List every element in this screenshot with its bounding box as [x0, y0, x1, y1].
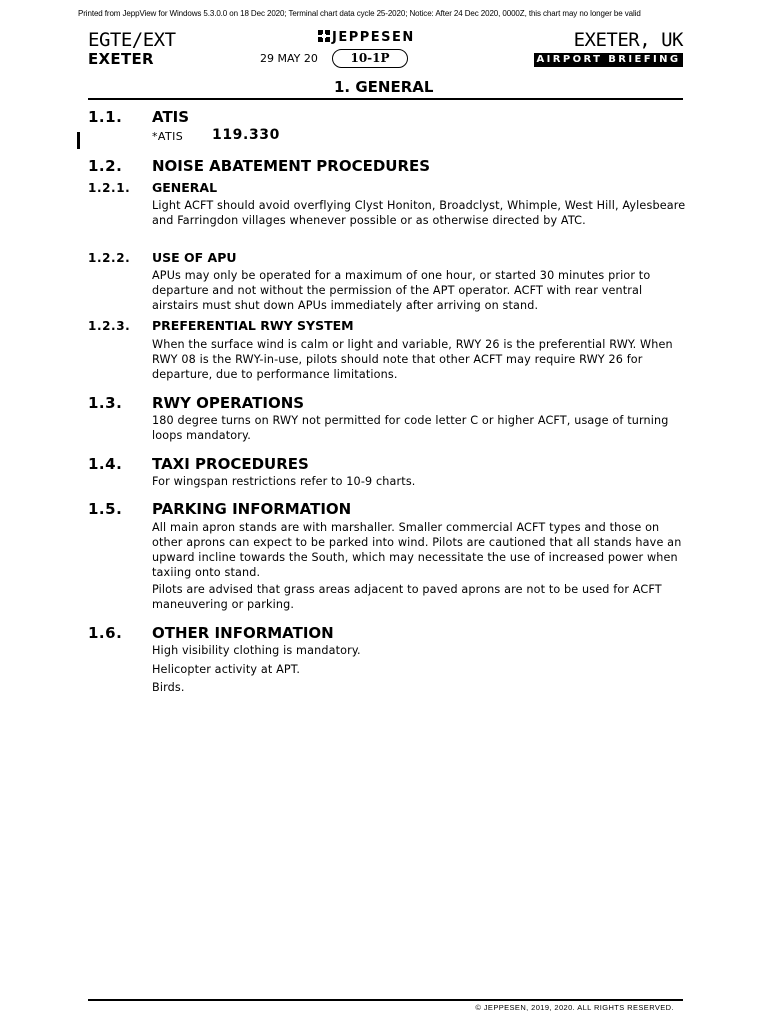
airport-name: EXETER [88, 50, 154, 68]
subsection-text: Light ACFT should avoid overflying Clyst Honiton, Broadclyst, Whimple, West Hill, Aylesbeare and Farringdon villages whenever possible or as otherwise directed by ATC. [152, 199, 686, 227]
section-paragraph: Birds. [152, 681, 185, 694]
section-number: 1.5. [88, 500, 123, 518]
brand-name: JEPPESEN [332, 30, 415, 45]
section-heading: ATIS [152, 108, 190, 126]
header-rule [88, 98, 683, 100]
section-heading: OTHER INFORMATION [152, 624, 334, 642]
section-heading: RWY OPERATIONS [152, 394, 305, 412]
section-number: 1.3. [88, 394, 123, 412]
section-text: For wingspan restrictions refer to 10-9 charts. [152, 475, 416, 488]
atis-label: *ATIS [152, 130, 184, 143]
section-heading: PARKING INFORMATION [152, 500, 352, 518]
chart-number: 10-1P [332, 49, 408, 68]
section-heading: NOISE ABATEMENT PROCEDURES [152, 157, 431, 175]
section-paragraph: All main apron stands are with marshaller. Smaller commercial ACFT types and those on other aprons can expect to be parked into wind. Pilots are cautioned that all stands have an upward incline towards the South, which may necessitate the use of increased power when taxiing onto stand. [152, 521, 682, 579]
subsection-number: 1.2.3. [88, 319, 131, 333]
copyright: © JEPPESEN, 2019, 2020. ALL RIGHTS RESERVED. [475, 1003, 674, 1012]
section-number: 1.2. [88, 157, 123, 175]
section-paragraph: Helicopter activity at APT. [152, 663, 301, 676]
printed-notice: Printed from JeppView for Windows 5.3.0.0 on 18 Dec 2020; Terminal chart data cycle 25-2020; Notice: After 24 Dec 2020, 0000Z, this chart may no longer be valid [78, 9, 641, 18]
location: EXETER, UK [573, 29, 683, 51]
change-bar [77, 132, 80, 149]
chart-type-banner: AIRPORT BRIEFING [534, 53, 683, 67]
subsection-text: When the surface wind is calm or light and variable, RWY 26 is the preferential RWY. When RWY 08 is the RWY-in-use, pilots should note that other ACFT may require RWY 26 for departure, due to performance limitations. [152, 338, 673, 381]
section-paragraph: Pilots are advised that grass areas adjacent to paved aprons are not to be used for ACFT maneuvering or parking. [152, 583, 662, 611]
subsection-heading: USE OF APU [152, 250, 237, 265]
section-number: 1.6. [88, 624, 123, 642]
section-number: 1.4. [88, 455, 123, 473]
subsection-number: 1.2.1. [88, 181, 131, 195]
jeppesen-logo [318, 30, 415, 45]
subsection-number: 1.2.2. [88, 251, 131, 265]
section-heading: TAXI PROCEDURES [152, 455, 309, 473]
section-text: 180 degree turns on RWY not permitted for code letter C or higher ACFT, usage of turning loops mandatory. [152, 414, 669, 442]
section-title: 1. GENERAL [334, 78, 434, 96]
footer-rule [88, 999, 683, 1001]
section-number: 1.1. [88, 108, 123, 126]
jeppesen-mark-icon [318, 30, 330, 42]
subsection-text: APUs may only be operated for a maximum of one hour, or started 30 minutes prior to departure and not without the permission of the APT operator. ACFT with rear ventral airstairs must shut down APUs immediately after arriving on stand. [152, 269, 651, 312]
section-paragraph: High visibility clothing is mandatory. [152, 644, 361, 657]
icao-code: EGTE/EXT [88, 29, 176, 51]
atis-frequency: 119.330 [212, 127, 280, 143]
chart-date: 29 MAY 20 [260, 52, 318, 65]
subsection-heading: GENERAL [152, 180, 218, 195]
subsection-heading: PREFERENTIAL RWY SYSTEM [152, 318, 354, 333]
